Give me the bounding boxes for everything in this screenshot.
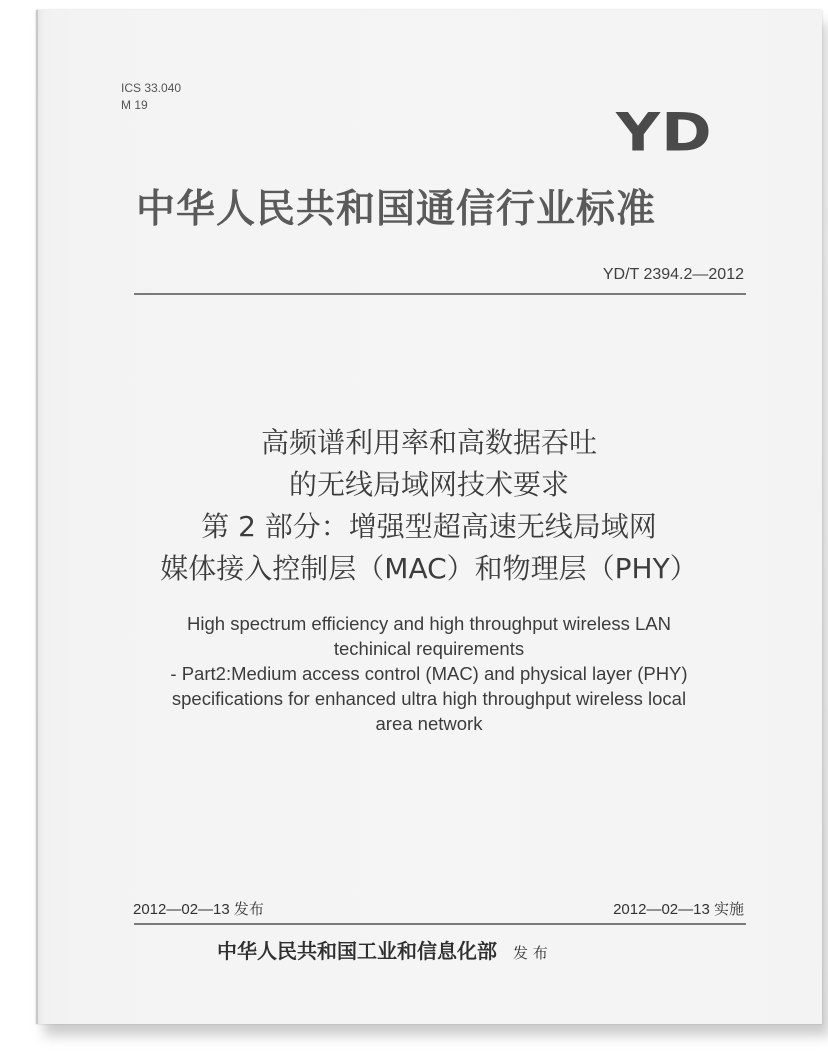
english-title-line: - Part2:Medium access control (MAC) and physical layer (PHY) [170, 663, 688, 684]
footer-divider [134, 923, 746, 925]
english-title-line: techinical requirements [333, 638, 525, 659]
chinese-title-line: 的无线局域网技术要求 [288, 468, 569, 501]
standard-cover [36, 10, 822, 1024]
publisher-suffix: 发 布 [513, 944, 548, 962]
yd-logo: YD [616, 102, 713, 164]
header-divider [134, 293, 746, 295]
chinese-title [76, 422, 782, 590]
ics-code: ICS 33.040 [121, 81, 182, 95]
chinese-title-line: 高频谱利用率和高数据吞吐 [260, 426, 597, 459]
standard-number: YD/T 2394.2—2012 [602, 266, 744, 283]
classification-codes [121, 80, 181, 114]
publisher-name: 中华人民共和国工业和信息化部 [217, 939, 497, 963]
english-title [76, 611, 782, 736]
english-title-line: area network [375, 713, 483, 734]
chinese-title-line: 媒体接入控制层（MAC）和物理层（PHY） [160, 552, 698, 585]
publisher-line [217, 935, 548, 964]
chinese-title-line: 第 2 部分：增强型超高速无线局域网 [201, 510, 657, 543]
ccs-code: M 19 [121, 98, 148, 112]
issue-date: 2012—02—13 发布 [133, 901, 264, 918]
spine-edge [36, 10, 38, 1024]
implementation-date: 2012—02—13 实施 [613, 901, 744, 918]
english-title-line: specifications for enhanced ultra high throughput wireless local [171, 688, 687, 709]
standard-category-title: 中华人民共和国通信行业标准 [136, 187, 657, 232]
english-title-line: High spectrum efficiency and high throughput wireless LAN [187, 613, 671, 634]
